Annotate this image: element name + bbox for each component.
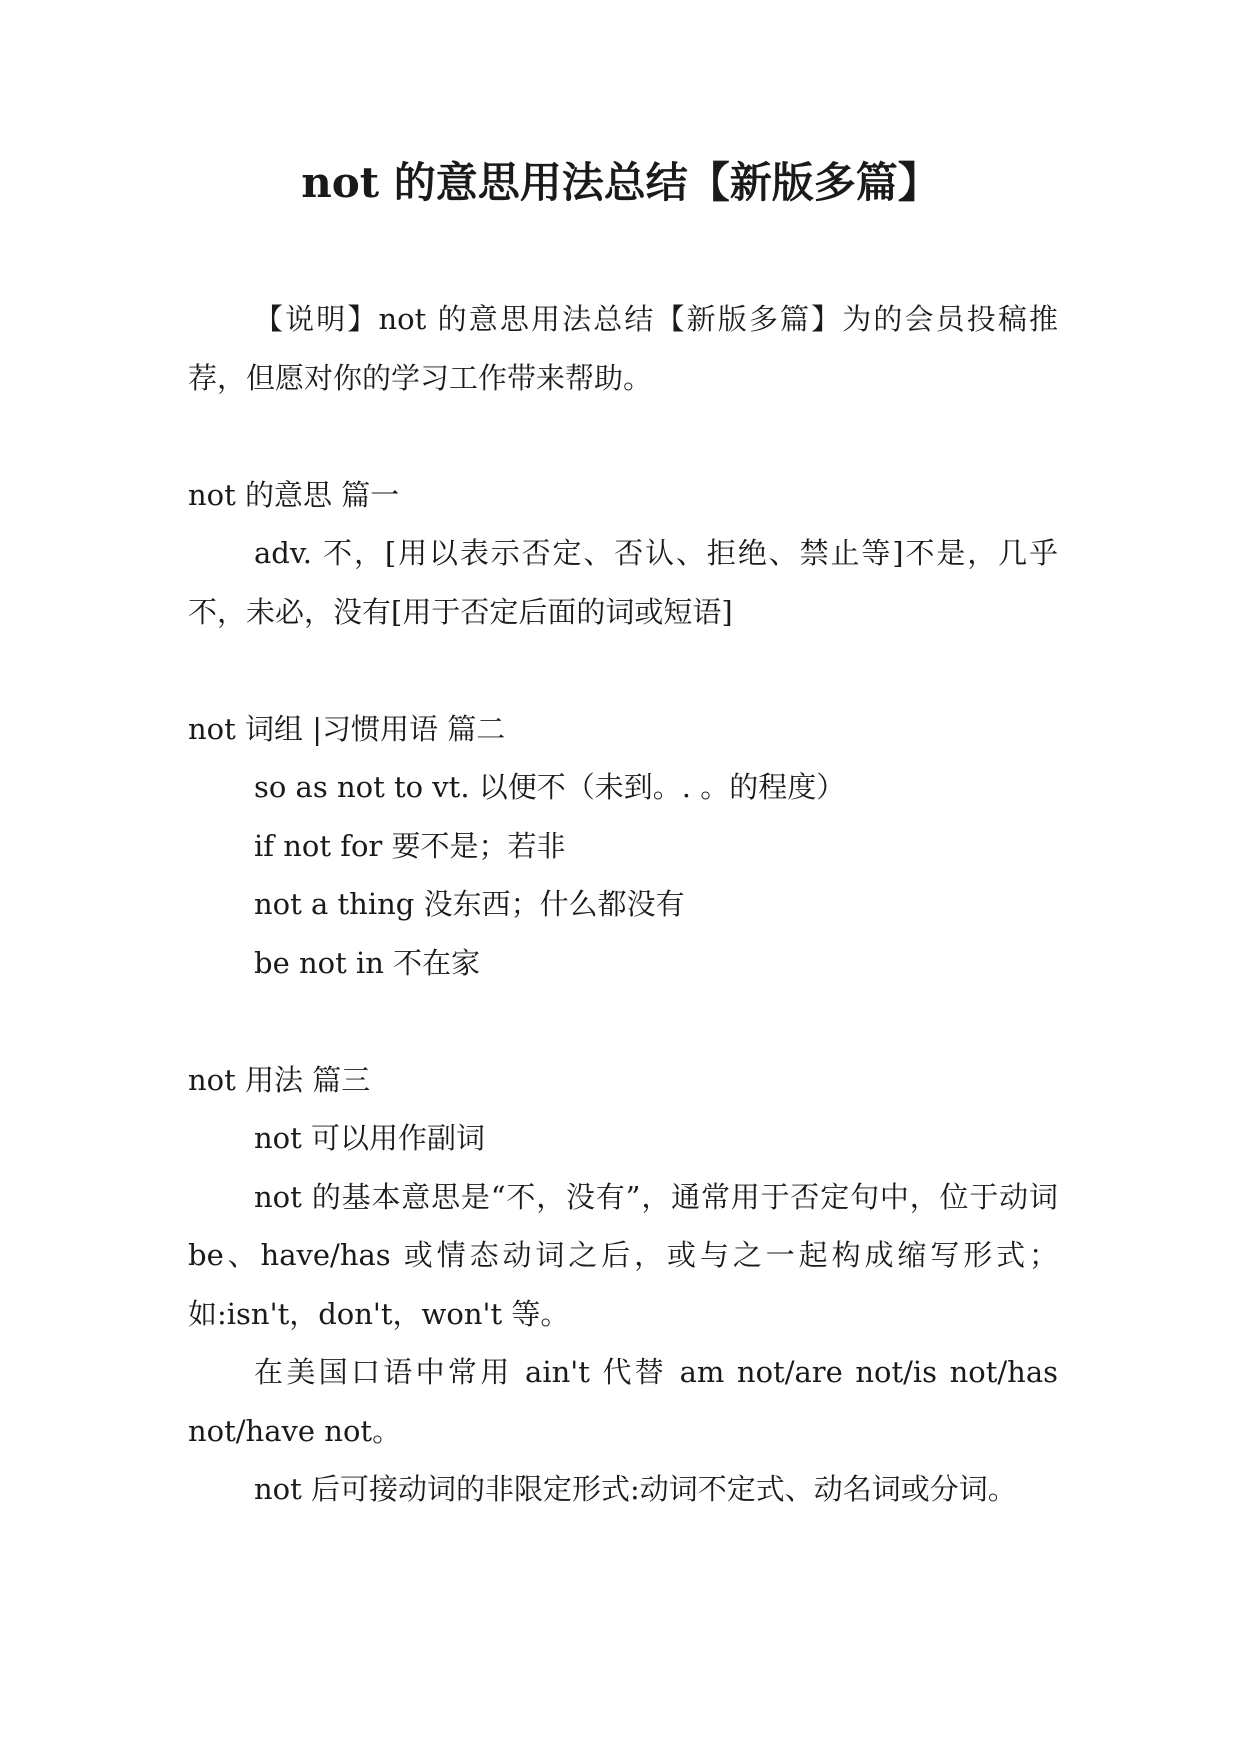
phrase-item: be not in 不在家 — [254, 945, 481, 980]
spacer — [188, 641, 1058, 700]
usage-paragraph: 在美国口语中常用 ain't 代替 am not/are not/is not/has not/have not。 — [188, 1355, 1058, 1448]
section-heading-2: not 词组 |习惯用语 篇二 — [188, 711, 506, 746]
intro-paragraph: 【说明】not 的意思用法总结【新版多篇】为的会员投稿推荐，但愿对你的学习工作带来帮助。 — [188, 302, 1058, 395]
section-heading-1: not 的意思 篇一 — [188, 477, 400, 512]
document-body — [188, 290, 1058, 1519]
usage-paragraph: not 的基本意思是“不，没有”，通常用于否定句中，位于动词 be、have/has 或情态动词之后，或与之一起构成缩写形式； 如:isn't，don't，won't 等。 — [188, 1179, 1058, 1331]
phrase-item: so as not to vt. 以便不（未到。. 。的程度） — [254, 770, 846, 804]
usage-paragraph: not 可以用作副词 — [254, 1121, 486, 1155]
usage-paragraph: not 后可接动词的非限定形式:动词不定式、动名词或分词。 — [254, 1472, 1017, 1506]
section-heading-3: not 用法 篇三 — [188, 1062, 371, 1097]
spacer — [188, 407, 1058, 466]
spacer — [188, 992, 1058, 1051]
phrase-item: not a thing 没东西；什么都没有 — [254, 887, 685, 921]
section1-paragraph: adv. 不，[用以表示否定、否认、拒绝、禁止等]不是，几乎不，未必，没有[用于否定后面的词或短语] — [188, 536, 1058, 629]
document-title: not 的意思用法总结【新版多篇】 — [301, 158, 940, 207]
phrase-item: if not for 要不是；若非 — [254, 828, 566, 863]
